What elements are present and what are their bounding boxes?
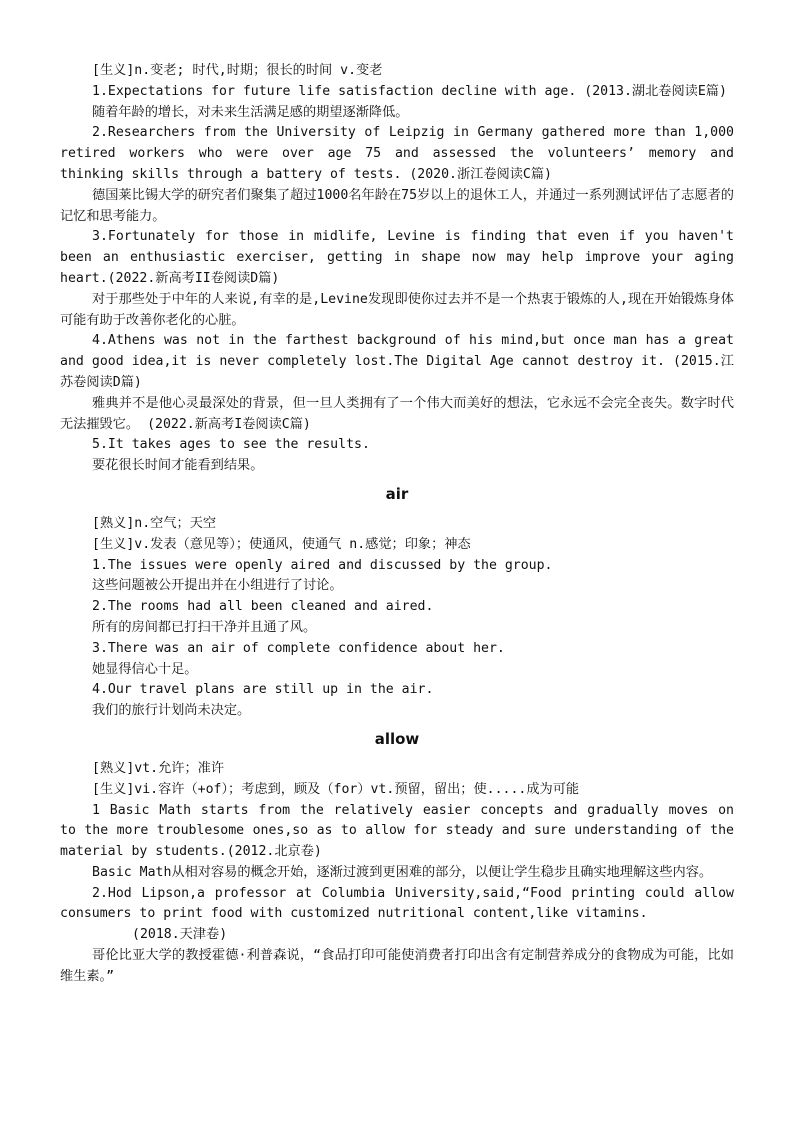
- age-example-5-en: 5.It takes ages to see the results.: [92, 437, 370, 453]
- air-example-2-en: 2.The rooms had all been cleaned and aired.: [92, 599, 434, 615]
- air-example-3-zh: 她显得信心十足。: [92, 661, 198, 677]
- allow-example-2-source-text: (2018.天津卷): [132, 927, 228, 943]
- age-example-1-zh: 随着年龄的增长，对未来生活满足感的期望逐渐降低。: [92, 104, 409, 120]
- age-example-2-zh: 德国莱比锡大学的研究者们聚集了超过1000名年龄在75岁以上的退休工人，并通过一系列测试评估了志愿者的记忆和思考能力。: [60, 187, 734, 224]
- age-example-1-en: 1.Expectations for future life satisfaction decline with age. (2013.湖北卷阅读E篇): [92, 83, 727, 99]
- air-example-3-en: 3.There was an air of complete confidence about her.: [92, 640, 505, 656]
- content: [60, 61, 734, 988]
- age-example-2-en: 2.Researchers from the University of Leipzig in Germany gathered more than 1,000 retired workers who were over age 75 and assessed the volunteers’ memory and thinking skills through a battery of tests. (2020.浙江卷阅读C篇): [60, 125, 734, 182]
- allow-heading: allow: [374, 729, 420, 748]
- age-example-5-zh: 要花很长时间才能看到结果。: [92, 458, 264, 474]
- allow-example-2-zh: 哥伦比亚大学的教授霍德·利普森说，“食品打印可能使消费者打印出含有定制营养成分的食物成为可能，比如维生素。”: [60, 948, 734, 984]
- air-example-4-zh: 我们的旅行计划尚未决定。: [92, 703, 251, 719]
- allow-example-2-en: 2.Hod Lipson,a professor at Columbia University,said,“Food printing could allow consumers to print food with customized nutritional content,like vitamins.: [60, 885, 734, 922]
- air-example-1-en: 1.The issues were openly aired and discussed by the group.: [92, 557, 553, 573]
- age-example-3-zh: 对于那些处于中年的人来说,有幸的是,Levine发现即使你过去并不是一个热衷于锻炼的人,现在开始锻炼身体可能有助于改善你老化的心脏。: [60, 291, 734, 328]
- allow-example-1-zh: Basic Math从相对容易的概念开始，逐渐过渡到更困难的部分，以便让学生稳步且确实地理解这些内容。: [92, 864, 713, 880]
- allow-shu: [熟义]vt.允许；准许: [92, 760, 225, 776]
- age-example-3-en: 3.Fortunately for those in midlife, Levine is finding that even if you haven't been an enthusiastic exerciser, getting in shape now may help improve your aging heart.(2022.新高考II卷阅读D篇): [60, 229, 734, 286]
- allow-sheng: [生义]vi.容许（+of）；考虑到，顾及（for）vt.预留，留出；使.....成为可能: [92, 781, 580, 797]
- age-example-4-zh: 雅典并不是他心灵最深处的背景，但一旦人类拥有了一个伟大而美好的想法，它永远不会完全丧失。数字时代无法摧毁它。 (2022.新高考I卷阅读C篇): [60, 395, 734, 432]
- air-example-2-zh: 所有的房间都已打扫干净并且通了风。: [92, 619, 317, 635]
- allow-example-1-en: 1 Basic Math starts from the relatively easier concepts and gradually moves on to the more troublesome ones,so as to allow for steady and sure understanding of the material by students.(2012.北京卷): [60, 802, 734, 860]
- age-sheng: [生义]n.变老; 时代,时期；很长的时间 v.变老: [92, 63, 383, 78]
- allow-example-2-source: [60, 925, 734, 946]
- air-heading: air: [385, 484, 409, 503]
- air-sheng: [生义]v.发表（意见等）；使通风，使通气 n.感觉；印象；神态: [92, 536, 471, 552]
- air-shu: [熟义]n.空气；天空: [92, 515, 217, 531]
- air-example-1-zh: 这些问题被公开提出并在小组进行了讨论。: [92, 578, 343, 594]
- air-example-4-en: 4.Our travel plans are still up in the air.: [92, 682, 434, 698]
- age-example-4-en: 4.Athens was not in the farthest background of his mind,but once man has a great and good idea,it is never completely lost.The Digital Age cannot destroy it. (2015.江苏卷阅读D篇): [60, 333, 734, 390]
